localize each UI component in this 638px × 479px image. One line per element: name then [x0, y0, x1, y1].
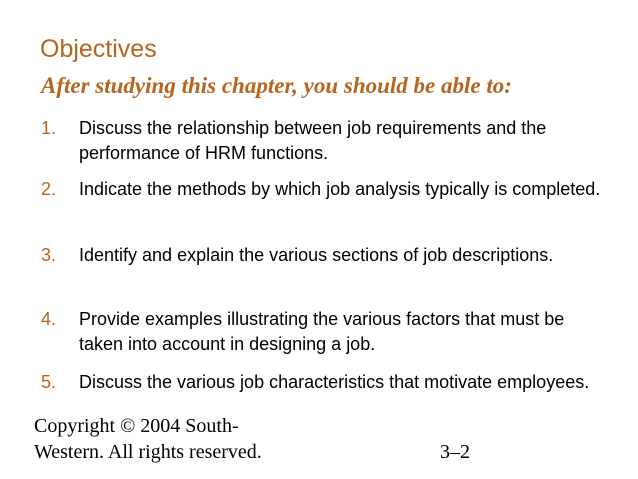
- objective-text: Provide examples illustrating the various factors that must be taken into account in designing a job.: [79, 309, 565, 354]
- objective-item: [41, 243, 601, 268]
- slide-title: Objectives: [40, 35, 157, 63]
- objective-text: Discuss the relationship between job requirements and the performance of HRM functions.: [79, 118, 547, 163]
- objective-number: 1.: [41, 118, 57, 138]
- objective-text: Indicate the methods by which job analysis typically is completed.: [79, 179, 601, 199]
- objective-text: Identify and explain the various sections of job descriptions.: [79, 245, 554, 265]
- objective-number: 4.: [41, 309, 57, 329]
- page-number: 3–2: [440, 441, 470, 463]
- objective-item: [41, 370, 601, 395]
- copyright-notice: Copyright © 2004 South-Western. All rights reserved.: [34, 415, 262, 463]
- slide-subtitle: After studying this chapter, you should be able to:: [41, 73, 512, 98]
- objective-number: 3.: [41, 245, 57, 265]
- objective-number: 2.: [41, 179, 57, 199]
- objective-item: [41, 307, 601, 357]
- objective-item: [41, 116, 601, 166]
- objective-item: [41, 177, 601, 202]
- objective-text: Discuss the various job characteristics that motivate employees.: [79, 372, 590, 392]
- objective-number: 5.: [41, 372, 57, 392]
